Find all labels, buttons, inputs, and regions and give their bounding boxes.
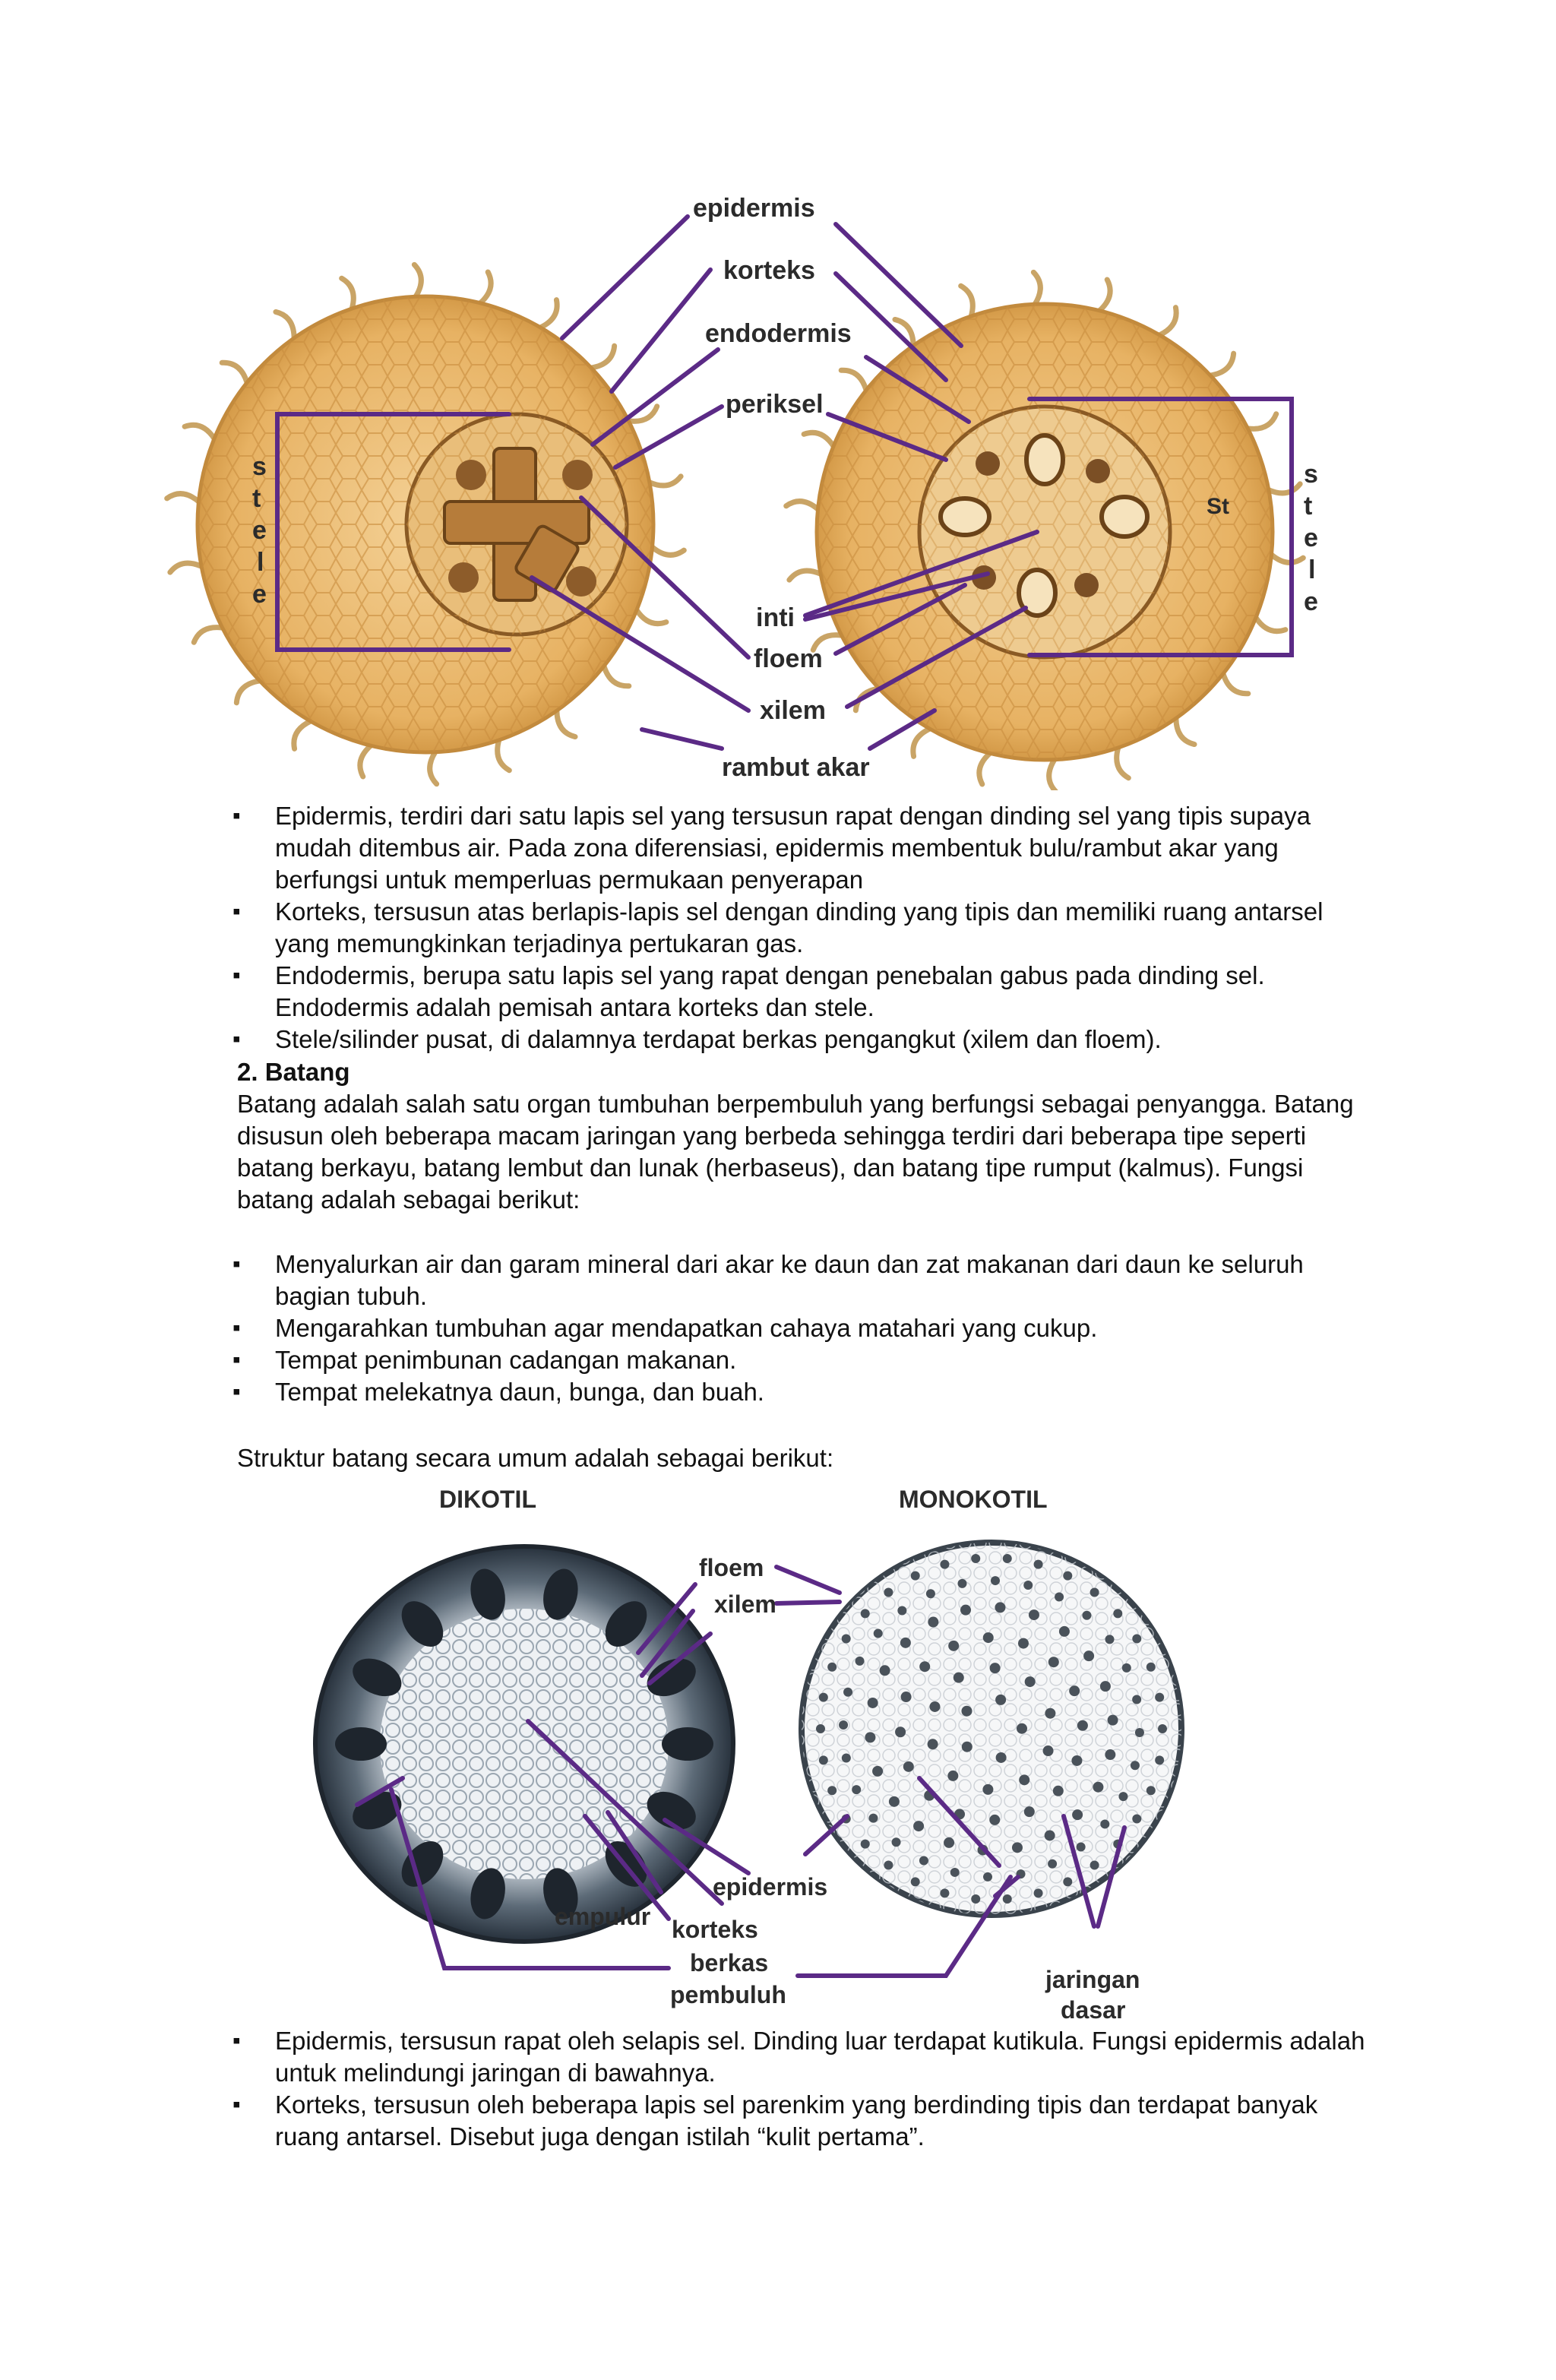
root-hair [913, 729, 930, 756]
root-hair [591, 346, 615, 368]
vascular-bundle [1017, 1723, 1027, 1734]
root-hair [194, 628, 222, 643]
vascular-bundle [1146, 1663, 1156, 1672]
label-monokotil: MONOKOTIL [899, 1486, 1048, 1513]
vascular-bundle [874, 1629, 883, 1638]
vascular-bundle [948, 1641, 959, 1651]
vascular-bundle [919, 1856, 928, 1865]
vascular-bundle [880, 1665, 890, 1676]
vascular-bundle [1077, 1720, 1088, 1731]
root-hair [961, 286, 973, 316]
vascular-bundle [884, 1587, 893, 1597]
root-hair [637, 610, 666, 624]
vascular-bundle [1048, 1657, 1059, 1667]
root-hair [167, 494, 199, 502]
vascular-bundle [983, 1632, 994, 1643]
label-berkas: berkas [690, 1949, 769, 1976]
label-empulur: empulur [555, 1903, 651, 1930]
root-hair [841, 370, 866, 390]
section-paragraph: Batang adalah salah satu organ tumbuhan berpembuluh yang berfungsi sebagai penyangga. Batang disusun oleh beberapa macam jaringan yang berbeda sehingga terdiri dari beberapa tipe seperti batang berkayu, batang lembut dan lunak (herbaseus), dan batang tipe rumput (kalmus). Fungsi batang adalah sebagai berikut: [237, 1090, 1354, 1214]
vascular-bundle [1105, 1635, 1115, 1644]
vascular-bundle [884, 1861, 893, 1870]
vascular-bundle [843, 1688, 852, 1697]
vascular-bundle [1131, 1761, 1140, 1770]
svg-text:e: e [252, 580, 267, 609]
vascular-bundle [895, 1726, 906, 1737]
vascular-bundle [1024, 1806, 1035, 1817]
vascular-bundle [868, 1698, 878, 1708]
vascular-bundle [944, 1837, 954, 1848]
vascular-bundle [1090, 1587, 1099, 1597]
vascular-bundle [1025, 1676, 1036, 1687]
vascular-bundle [855, 1657, 865, 1666]
label-inti: inti [756, 603, 795, 632]
vascular-bundle [1034, 1888, 1043, 1897]
vascular-bundle [961, 1706, 972, 1717]
svg-text:t: t [1304, 492, 1313, 521]
label-stele-right [1304, 460, 1318, 616]
list-item: ▪ Epidermis, terdiri dari satu lapis sel yang tersusun rapat dengan dinding sel yang tipis supaya mudah ditembus air. Pada zona diferensiasi, epidermis membentuk bulu/rambut akar yang berfungsi untuk memperluas permukaan penyerapan [237, 800, 1377, 896]
root-hair [276, 312, 294, 337]
root-cross-section-figure [0, 167, 1556, 790]
vascular-bundle [1071, 1755, 1082, 1766]
vascular-bundle [991, 1576, 1000, 1585]
structure-intro: Struktur batang secara umum adalah sebagai berikut: [237, 1444, 834, 1472]
vascular-bundle [1059, 1626, 1070, 1637]
vascular-bundle [1034, 1560, 1043, 1569]
vascular-bundle [1003, 1894, 1012, 1904]
root-hair [430, 752, 437, 784]
list-item: ▪ Mengarahkan tumbuhan agar mendapatkan cahaya matahari yang cukup. [237, 1312, 1377, 1344]
vascular-bundle [1113, 1609, 1122, 1618]
label-endodermis: endodermis [705, 319, 852, 348]
label-xilem: xilem [760, 696, 826, 725]
vascular-bundle [897, 1606, 906, 1615]
vascular-bundle [889, 1796, 900, 1807]
vascular-bundle [872, 1766, 883, 1777]
vascular-bundle [1045, 1708, 1055, 1719]
root-tissue-list [237, 800, 1377, 1055]
vascular-bundle [960, 1605, 971, 1616]
label-epidermis: epidermis [693, 194, 815, 223]
vascular-bundle [1063, 1877, 1072, 1886]
vascular-bundle [990, 1663, 1001, 1673]
vascular-bundle [1077, 1843, 1086, 1852]
vascular-bundle [1132, 1695, 1141, 1704]
list-item: ▪ Stele/silinder pusat, di dalamnya terdapat berkas pengangkut (xilem dan floem). [237, 1024, 1377, 1055]
vascular-bundle [903, 1761, 914, 1772]
vascular-bundle [868, 1814, 878, 1823]
label-epidermis: epidermis [713, 1873, 828, 1901]
root-hair [1223, 674, 1248, 694]
vascular-bundle [1082, 1611, 1091, 1620]
vascular-bundle [1019, 1774, 1029, 1785]
vascular-bundle [940, 1888, 949, 1897]
root-hair [222, 362, 247, 382]
vascular-bundle [995, 1602, 1005, 1613]
vascular-bundle [1012, 1842, 1023, 1853]
root-hair [1176, 718, 1194, 744]
label-stele-left [252, 452, 267, 609]
root-hair [1099, 280, 1110, 311]
label-dasar: dasar [1061, 1996, 1126, 2021]
root-hair [1256, 618, 1286, 631]
vascular-bundle [911, 1877, 920, 1886]
vascular-bundle [1122, 1663, 1131, 1673]
vascular-bundle [1045, 1830, 1055, 1840]
root-hair [498, 740, 510, 771]
root-hair [557, 711, 575, 736]
list-item: ▪ Epidermis, tersusun rapat oleh selapis sel. Dinding luar terdapat kutikula. Fungsi epidermis adalah untuk melindungi jaringan di bawahnya. [237, 2025, 1377, 2089]
root-hair [1117, 748, 1129, 778]
vascular-bundle [989, 1815, 1000, 1825]
vascular-bundle [950, 1868, 960, 1877]
vascular-bundle [913, 1821, 924, 1831]
root-hair [294, 721, 311, 748]
root-hair [1049, 760, 1056, 790]
monocot-root-illustration [786, 272, 1304, 790]
vascular-bundle [1093, 1782, 1103, 1793]
label-korteks: korteks [672, 1916, 758, 1943]
root-hair [1210, 353, 1234, 375]
vascular-bundle [1155, 1693, 1164, 1702]
vascular-bundle [947, 1771, 958, 1781]
label-jaringan: jaringan [1045, 1966, 1140, 1993]
vascular-bundle [1135, 1728, 1144, 1737]
root-hair [786, 502, 818, 509]
root-hair [185, 425, 214, 438]
vascular-bundle [900, 1638, 911, 1648]
vascular-bundle [816, 1724, 825, 1733]
vascular-bundle [861, 1840, 870, 1849]
vascular-bundle [1069, 1685, 1080, 1696]
vascular-bundle [1132, 1635, 1141, 1644]
label-korteks: korteks [723, 256, 815, 285]
vascular-bundle [819, 1693, 828, 1702]
stem-function-list [237, 1249, 1377, 1408]
root-hair [1248, 414, 1276, 429]
vascular-bundle [1146, 1786, 1156, 1795]
vascular-bundle [865, 1732, 875, 1742]
label-floem: floem [754, 644, 823, 673]
vascular-bundle [335, 1727, 387, 1761]
vascular-bundle [901, 1692, 912, 1702]
vascular-bundle [928, 1739, 938, 1749]
list-item: ▪ Korteks, tersusun oleh beberapa lapis sel parenkim yang berdinding tipis dan terdapat banyak ruang antarsel. Disebut juga dengan istilah “kulit pertama”. [237, 2089, 1377, 2153]
vascular-bundle [1043, 1745, 1054, 1756]
svg-text:s: s [1304, 460, 1318, 489]
label-st-fragment: St [1207, 494, 1229, 519]
vascular-bundle [1029, 1609, 1039, 1620]
vascular-bundle [852, 1785, 861, 1794]
root-hair [170, 563, 201, 572]
list-item: ▪ Tempat penimbunan cadangan makanan. [237, 1344, 1377, 1376]
list-item: ▪ Menyalurkan air dan garam mineral dari akar ke daun dan zat makanan dari daun ke seluruh bagian tubuh. [237, 1249, 1377, 1312]
vascular-bundle [971, 1554, 980, 1563]
vascular-bundle [662, 1727, 713, 1761]
vascular-bundle [827, 1663, 837, 1672]
root-hair [414, 264, 421, 296]
svg-text:e: e [252, 516, 267, 545]
vascular-bundle [1090, 1861, 1099, 1870]
vascular-bundle [1048, 1859, 1057, 1869]
vascular-bundle [1100, 1819, 1109, 1828]
vascular-bundle [929, 1701, 940, 1712]
vascular-bundle [1055, 1593, 1064, 1602]
root-hair [650, 476, 681, 486]
svg-text:l: l [257, 548, 264, 577]
root-hair [236, 681, 260, 703]
root-hair [1272, 555, 1304, 562]
svg-text:t: t [252, 484, 261, 513]
label-xilem: xilem [714, 1590, 776, 1618]
vascular-bundle [1083, 1650, 1094, 1661]
vascular-bundle [996, 1752, 1007, 1763]
list-item: ▪ Tempat melekatnya daun, bunga, dan buah. [237, 1376, 1377, 1408]
label-periksel: periksel [726, 390, 824, 419]
stem-tissue-list [237, 2025, 1377, 2153]
svg-text:e: e [1304, 587, 1318, 616]
vascular-bundle [982, 1784, 993, 1795]
vascular-bundle [971, 1894, 980, 1904]
vascular-bundle [957, 1579, 966, 1588]
vascular-bundle [842, 1635, 851, 1644]
root-hair [480, 272, 491, 303]
vascular-bundle [1072, 1809, 1083, 1820]
stem-cross-section-figure [0, 1474, 1556, 2021]
root-hair [1033, 272, 1040, 304]
label-dikotil: DIKOTIL [439, 1486, 536, 1513]
vascular-bundle [995, 1695, 1006, 1705]
svg-text:s: s [252, 452, 267, 481]
vascular-bundle [1053, 1786, 1064, 1796]
label-pembuluh: pembuluh [670, 1981, 786, 2008]
svg-text:l: l [1308, 555, 1316, 584]
dicot-stem-illustration [315, 1546, 733, 1942]
vascular-bundle [919, 1661, 930, 1672]
list-item: ▪ Endodermis, berupa satu lapis sel yang rapat dengan penebalan gabus pada dinding sel. Endodermis adalah pemisah antara korteks dan stele. [237, 960, 1377, 1024]
root-hair [604, 666, 629, 686]
label-rambut-akar: rambut akar [722, 753, 870, 782]
vascular-bundle [1100, 1681, 1111, 1692]
vascular-bundle [842, 1754, 851, 1763]
vascular-bundle [819, 1755, 828, 1764]
vascular-bundle [1132, 1814, 1141, 1823]
root-hair [804, 432, 833, 446]
section-heading: 2. Batang [237, 1058, 350, 1086]
vascular-bundle [827, 1786, 837, 1795]
vascular-bundle [1108, 1715, 1118, 1726]
vascular-bundle [1105, 1749, 1115, 1760]
vascular-bundle [892, 1837, 901, 1847]
svg-text:e: e [1304, 524, 1318, 552]
vascular-bundle [983, 1872, 992, 1882]
label-floem: floem [699, 1554, 764, 1581]
vascular-bundle [1018, 1638, 1029, 1649]
vascular-bundle [1158, 1724, 1167, 1733]
vascular-bundle [1063, 1571, 1072, 1581]
vascular-bundle [1003, 1554, 1012, 1563]
vascular-bundle [962, 1742, 972, 1752]
vascular-bundle [954, 1673, 964, 1683]
vascular-bundle [1118, 1792, 1127, 1801]
vascular-bundle [911, 1571, 920, 1581]
vascular-bundle [861, 1609, 870, 1618]
vascular-bundle [926, 1589, 935, 1598]
vascular-bundle [839, 1720, 848, 1730]
root-hair [360, 745, 371, 777]
vascular-bundle [928, 1617, 938, 1628]
vascular-bundle [1155, 1755, 1164, 1764]
vascular-bundle [940, 1560, 949, 1569]
root-hair [653, 547, 685, 555]
vascular-bundle [1023, 1581, 1033, 1590]
root-hair [1159, 308, 1176, 335]
list-item: ▪ Korteks, tersusun atas berlapis-lapis sel dengan dinding yang tipis dan memiliki ruang antarsel yang memungkinkan terjadinya pertukaran gas. [237, 896, 1377, 960]
root-hair [979, 753, 990, 784]
root-hair [1269, 484, 1300, 493]
root-hair [342, 278, 354, 309]
root-hair [789, 571, 821, 580]
root-hair [540, 300, 557, 328]
